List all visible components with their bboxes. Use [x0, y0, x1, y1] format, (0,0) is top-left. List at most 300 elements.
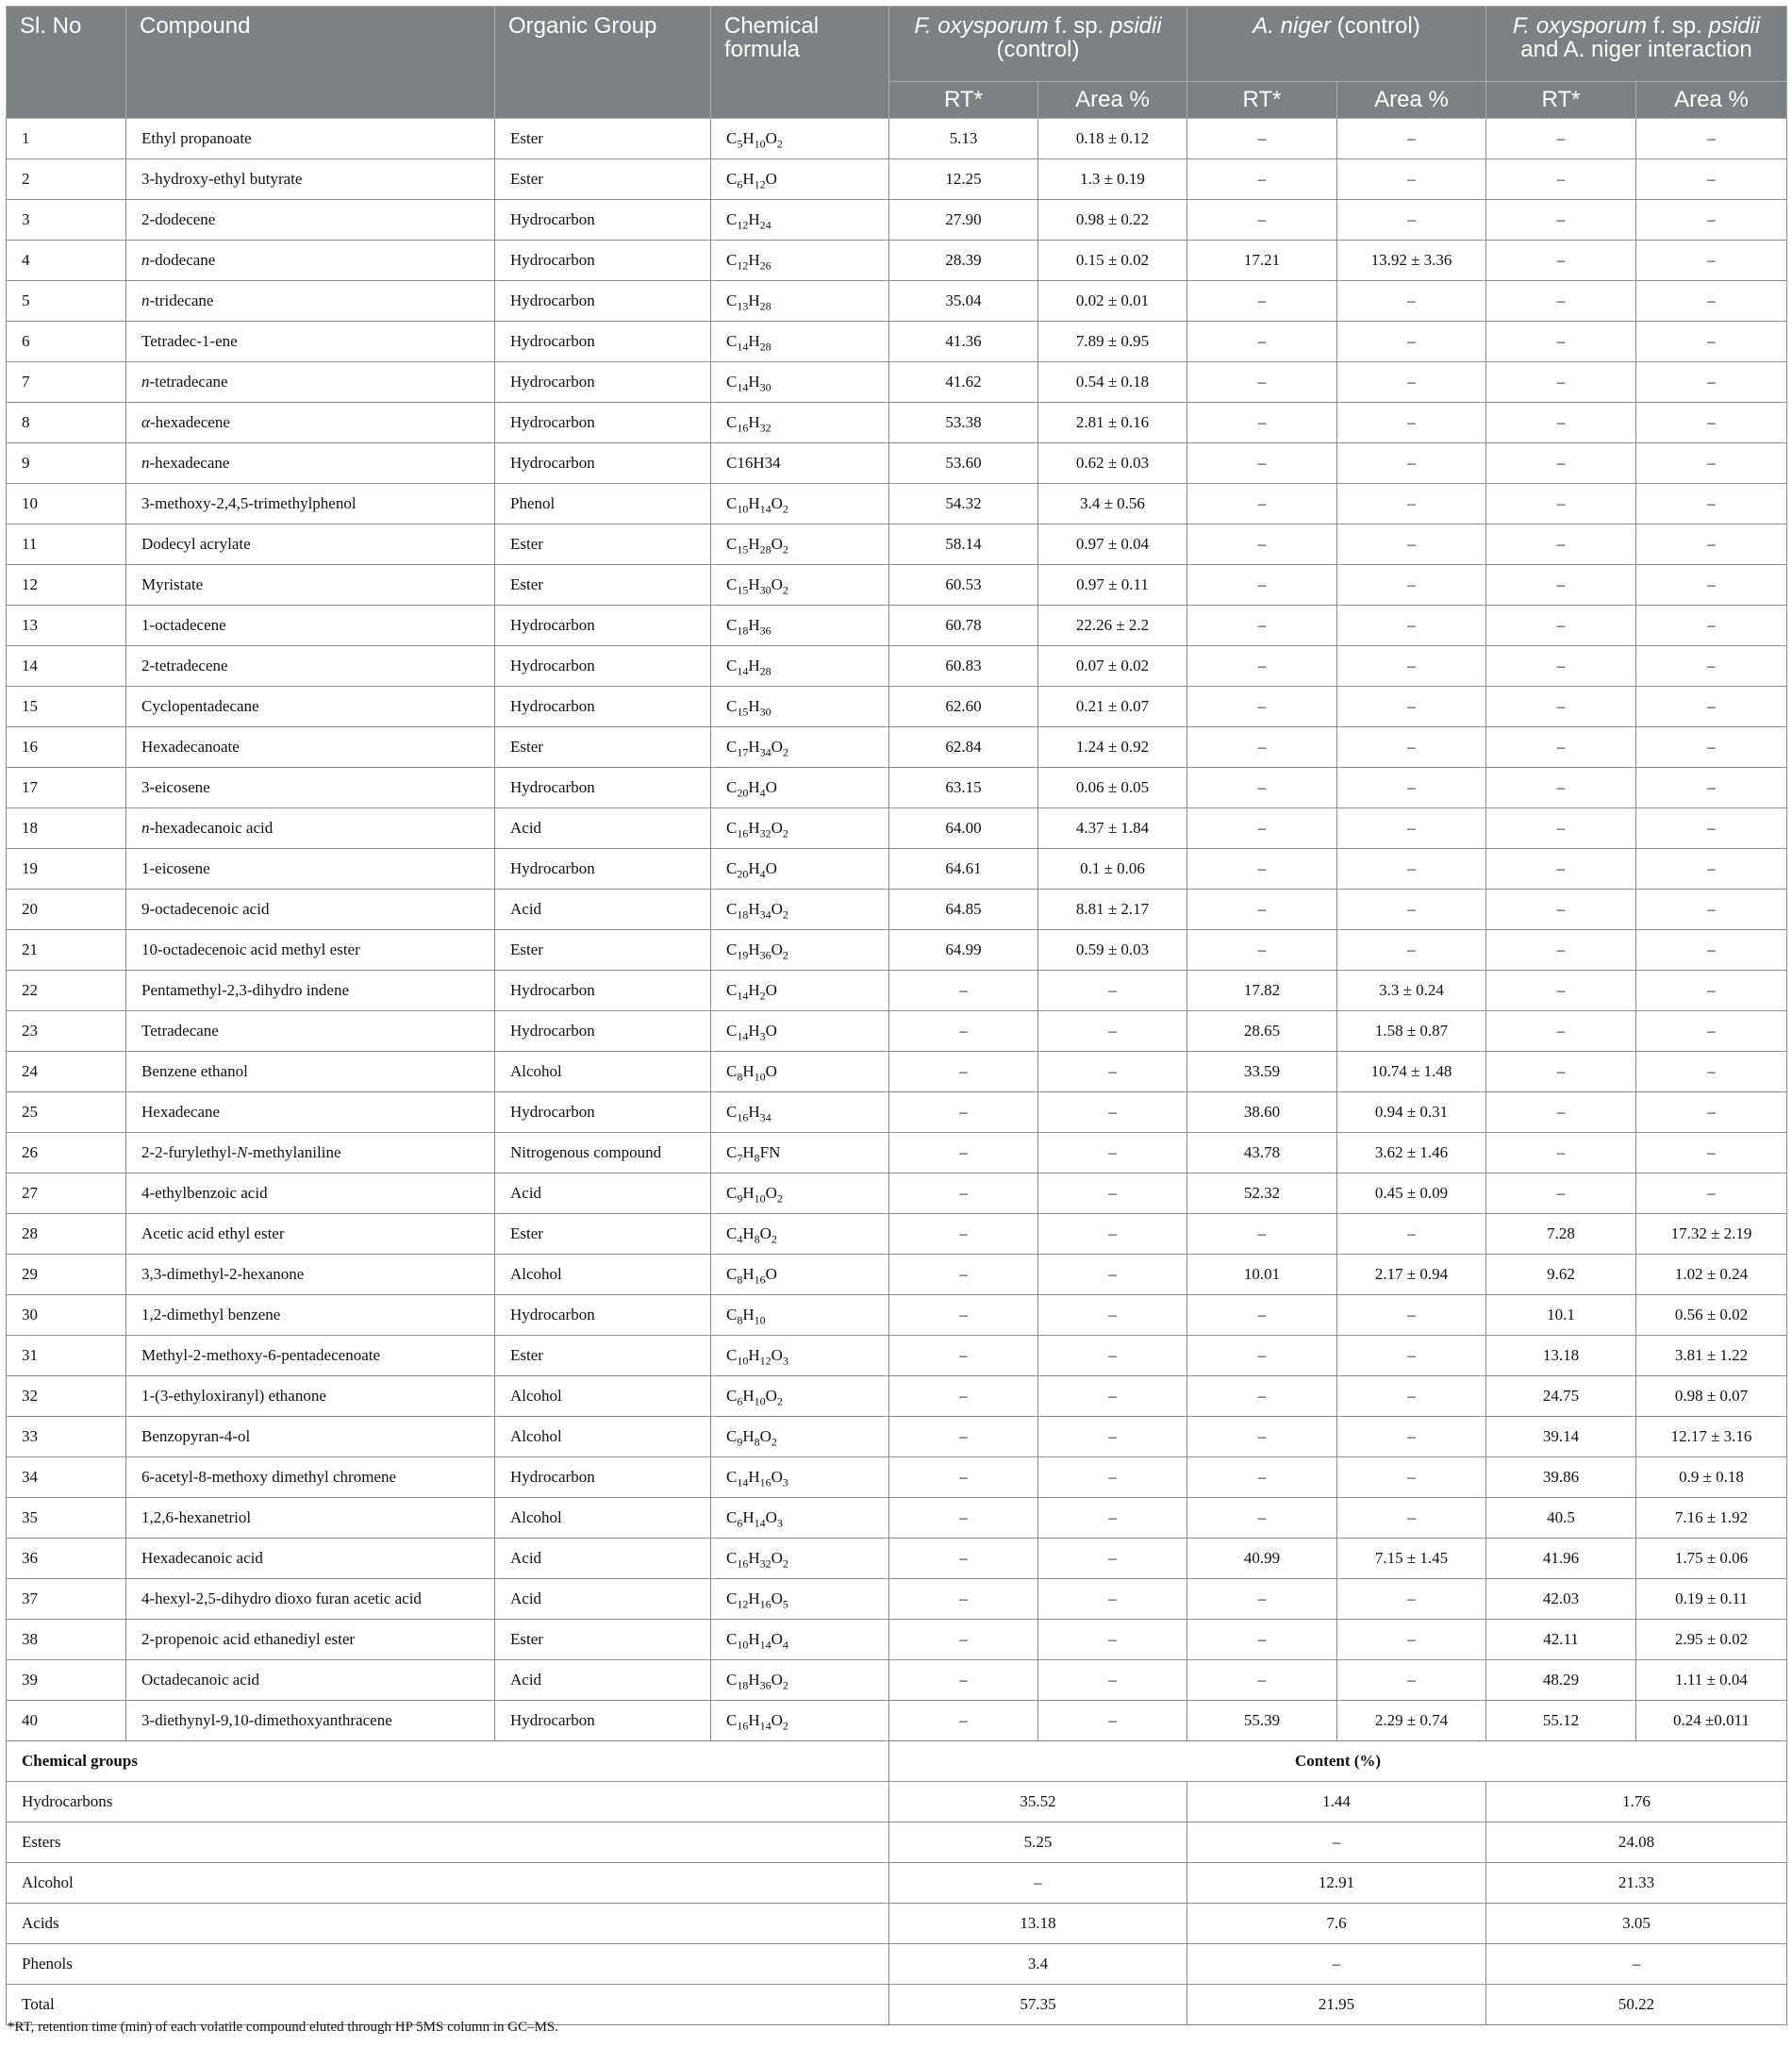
cell-compound: 2-tetradecene [126, 646, 495, 687]
cell-value: 4.37 ± 1.84 [1038, 808, 1187, 849]
cell-value: 12.25 [889, 159, 1038, 200]
cell-value: 28.39 [889, 241, 1038, 281]
summary-group-name: Alcohol [7, 1863, 889, 1904]
cell-value: – [1636, 281, 1787, 322]
table-row [7, 1173, 1787, 1214]
cell-value: 3.81 ± 1.22 [1636, 1336, 1787, 1376]
cell-formula: $C_{16}H_{14}O_2$ [711, 1701, 889, 1741]
cell-value: – [1636, 565, 1787, 606]
cell-compound: 1-eicosene [126, 849, 495, 890]
summary-value: 21.95 [1187, 1985, 1486, 2025]
cell-sl-no: 12 [7, 565, 126, 606]
table-row [7, 403, 1787, 443]
cell-value: 0.59 ± 0.03 [1038, 930, 1187, 971]
cell-value: – [1337, 524, 1486, 565]
table-row [7, 159, 1787, 200]
cell-value: – [1337, 768, 1486, 808]
summary-value: – [1486, 1944, 1787, 1985]
cell-value: – [1486, 727, 1636, 768]
cell-value: 2.81 ± 0.16 [1038, 403, 1187, 443]
cell-sl-no: 28 [7, 1214, 126, 1255]
cell-value: 1.24 ± 0.92 [1038, 727, 1187, 768]
cell-value: – [889, 1498, 1038, 1539]
cell-value: – [1187, 808, 1337, 849]
cell-formula: $C_{16}H_{32}O_2$ [711, 808, 889, 849]
cell-value: 0.15 ± 0.02 [1038, 241, 1187, 281]
cell-value: – [1636, 1173, 1787, 1214]
cell-value: 3.4 ± 0.56 [1038, 484, 1187, 524]
cell-formula: $C_{12}H_{16}O_5$ [711, 1579, 889, 1620]
cell-value: – [1038, 1376, 1187, 1417]
cell-value: – [1187, 606, 1337, 646]
cell-value: – [889, 1579, 1038, 1620]
cell-organic-group: Hydrocarbon [495, 646, 711, 687]
cell-value: – [1636, 322, 1787, 362]
cell-value: – [1038, 1417, 1187, 1457]
cell-formula: $C_{16}H_{32}O_2$ [711, 1539, 889, 1579]
cell-value: 5.13 [889, 119, 1038, 159]
cell-organic-group: Ester [495, 119, 711, 159]
cell-value: – [1337, 1620, 1486, 1660]
cell-value: 64.85 [889, 890, 1038, 930]
cell-value: – [1486, 1011, 1636, 1052]
table-row [7, 1539, 1787, 1579]
cell-organic-group: Hydrocarbon [495, 322, 711, 362]
cell-value: – [1486, 971, 1636, 1011]
summary-value: 24.08 [1486, 1822, 1787, 1863]
cell-value: – [889, 1052, 1038, 1092]
cell-compound: 3-methoxy-2,4,5-trimethylphenol [126, 484, 495, 524]
cell-value: – [1486, 687, 1636, 727]
cell-value: – [889, 1620, 1038, 1660]
summary-group-name: Hydrocarbons [7, 1782, 889, 1822]
cell-value: – [1337, 484, 1486, 524]
cell-value: – [1486, 930, 1636, 971]
summary-group-name: Esters [7, 1822, 889, 1863]
cell-value: 1.02 ± 0.24 [1636, 1255, 1787, 1295]
table-row [7, 1376, 1787, 1417]
cell-sl-no: 14 [7, 646, 126, 687]
cell-sl-no: 25 [7, 1092, 126, 1133]
cell-compound: Cyclopentadecane [126, 687, 495, 727]
cell-compound: 3-eicosene [126, 768, 495, 808]
cell-value: 0.02 ± 0.01 [1038, 281, 1187, 322]
cell-value: 13.18 [1486, 1336, 1636, 1376]
cell-value: – [1486, 443, 1636, 484]
cell-value: – [1187, 849, 1337, 890]
cell-value: 39.86 [1486, 1457, 1636, 1498]
table-row [7, 484, 1787, 524]
cell-value: – [1337, 687, 1486, 727]
table-row [7, 1255, 1787, 1295]
cell-compound: Benzene ethanol [126, 1052, 495, 1092]
cell-organic-group: Nitrogenous compound [495, 1133, 711, 1173]
header-area: Area % [1636, 82, 1787, 119]
header-area: Area % [1337, 82, 1486, 119]
cell-value: – [1038, 1336, 1187, 1376]
header-rt: RT* [1187, 82, 1337, 119]
cell-organic-group: Hydrocarbon [495, 1457, 711, 1498]
cell-value: – [1337, 1336, 1486, 1376]
cell-compound: n-dodecane [126, 241, 495, 281]
table-row [7, 930, 1787, 971]
cell-organic-group: Alcohol [495, 1255, 711, 1295]
cell-value: – [1486, 890, 1636, 930]
summary-group-name: Acids [7, 1904, 889, 1944]
cell-formula: $C_{20}H_4O$ [711, 768, 889, 808]
cell-organic-group: Ester [495, 565, 711, 606]
cell-compound: 4-hexyl-2,5-dihydro dioxo furan acetic acid [126, 1579, 495, 1620]
cell-compound: 2-propenoic acid ethanediyl ester [126, 1620, 495, 1660]
cell-value: – [1636, 971, 1787, 1011]
table-row [7, 119, 1787, 159]
cell-value: – [1337, 200, 1486, 241]
cell-value: – [1486, 484, 1636, 524]
cell-value: – [1337, 322, 1486, 362]
cell-organic-group: Phenol [495, 484, 711, 524]
table-row [7, 241, 1787, 281]
cell-value: 41.96 [1486, 1539, 1636, 1579]
cell-organic-group: Hydrocarbon [495, 403, 711, 443]
summary-value: 7.6 [1187, 1904, 1486, 1944]
cell-value: – [1038, 1133, 1187, 1173]
cell-value: – [1187, 1498, 1337, 1539]
cell-value: – [1636, 119, 1787, 159]
cell-value: – [1636, 606, 1787, 646]
cell-value: 0.94 ± 0.31 [1337, 1092, 1486, 1133]
cell-organic-group: Ester [495, 727, 711, 768]
cell-value: – [1187, 1579, 1337, 1620]
table-row [7, 281, 1787, 322]
cell-value: – [1636, 362, 1787, 403]
cell-value: – [1187, 930, 1337, 971]
cell-organic-group: Acid [495, 1579, 711, 1620]
cell-value: – [1636, 1052, 1787, 1092]
cell-value: – [1038, 1701, 1187, 1741]
cell-formula: $C_{19}H_{36}O_2$ [711, 930, 889, 971]
cell-formula: $C_5H_{10}O_2$ [711, 119, 889, 159]
cell-value: 54.32 [889, 484, 1038, 524]
cell-value: 55.39 [1187, 1701, 1337, 1741]
header-rt: RT* [889, 82, 1038, 119]
summary-content-label: Content (%) [889, 1741, 1787, 1782]
cell-value: – [1187, 768, 1337, 808]
cell-sl-no: 3 [7, 200, 126, 241]
footnote: *RT, retention time (min) of each volatile compound eluted through HP 5MS column in GC–MS. [8, 2020, 559, 2035]
cell-value: – [1486, 565, 1636, 606]
cell-sl-no: 26 [7, 1133, 126, 1173]
cell-value: 1.75 ± 0.06 [1636, 1539, 1787, 1579]
cell-formula: $C_4H_8O_2$ [711, 1214, 889, 1255]
cell-value: – [1486, 241, 1636, 281]
cell-formula: $C_9H_{10}O_2$ [711, 1173, 889, 1214]
summary-group-name: Total [7, 1985, 889, 2025]
cell-value: 42.11 [1486, 1620, 1636, 1660]
cell-value: – [1187, 1295, 1337, 1336]
cell-compound: Tetradec-1-ene [126, 322, 495, 362]
cell-value: – [889, 1417, 1038, 1457]
cell-value: 17.21 [1187, 241, 1337, 281]
cell-value: 60.83 [889, 646, 1038, 687]
cell-value: – [1038, 1052, 1187, 1092]
cell-value: 22.26 ± 2.2 [1038, 606, 1187, 646]
cell-value: – [1337, 1417, 1486, 1457]
cell-sl-no: 13 [7, 606, 126, 646]
cell-value: 55.12 [1486, 1701, 1636, 1741]
cell-organic-group: Hydrocarbon [495, 200, 711, 241]
cell-compound: 2-dodecene [126, 200, 495, 241]
cell-sl-no: 1 [7, 119, 126, 159]
cell-sl-no: 37 [7, 1579, 126, 1620]
cell-value: 53.60 [889, 443, 1038, 484]
cell-organic-group: Ester [495, 1620, 711, 1660]
cell-value: – [1038, 971, 1187, 1011]
cell-formula: $C_8H_{10}O$ [711, 1052, 889, 1092]
table-row [7, 727, 1787, 768]
cell-value: – [1038, 1255, 1187, 1295]
cell-formula: $C_9H_8O_2$ [711, 1417, 889, 1457]
cell-value: 10.1 [1486, 1295, 1636, 1336]
cell-value: 60.78 [889, 606, 1038, 646]
cell-value: – [1187, 687, 1337, 727]
cell-value: – [1486, 849, 1636, 890]
cell-value: 33.59 [1187, 1052, 1337, 1092]
cell-value: – [1337, 727, 1486, 768]
cell-organic-group: Hydrocarbon [495, 362, 711, 403]
summary-row [7, 1904, 1787, 1944]
cell-formula: $C_7H_8FN$ [711, 1133, 889, 1173]
cell-compound: n-hexadecanoic acid [126, 808, 495, 849]
cell-value: 13.92 ± 3.36 [1337, 241, 1486, 281]
cell-value: 17.32 ± 2.19 [1636, 1214, 1787, 1255]
cell-value: – [1486, 768, 1636, 808]
cell-sl-no: 20 [7, 890, 126, 930]
cell-value: – [889, 1214, 1038, 1255]
cell-value: – [1636, 1011, 1787, 1052]
cell-value: – [1486, 606, 1636, 646]
cell-compound: 10-octadecenoic acid methyl ester [126, 930, 495, 971]
cell-value: – [1337, 362, 1486, 403]
cell-value: 58.14 [889, 524, 1038, 565]
cell-value: – [1337, 1660, 1486, 1701]
cell-value: 0.97 ± 0.11 [1038, 565, 1187, 606]
cell-value: 24.75 [1486, 1376, 1636, 1417]
cell-value: 8.81 ± 2.17 [1038, 890, 1187, 930]
cell-value: 1.3 ± 0.19 [1038, 159, 1187, 200]
cell-value: – [1636, 484, 1787, 524]
cell-sl-no: 35 [7, 1498, 126, 1539]
summary-row [7, 1863, 1787, 1904]
summary-value: 50.22 [1486, 1985, 1787, 2025]
cell-value: 1.58 ± 0.87 [1337, 1011, 1486, 1052]
cell-value: – [1187, 484, 1337, 524]
summary-header-row [7, 1741, 1787, 1782]
cell-value: – [1337, 565, 1486, 606]
cell-value: 52.32 [1187, 1173, 1337, 1214]
cell-formula: $C_6H_{14}O_3$ [711, 1498, 889, 1539]
cell-organic-group: Hydrocarbon [495, 768, 711, 808]
cell-sl-no: 15 [7, 687, 126, 727]
cell-value: 3.3 ± 0.24 [1337, 971, 1486, 1011]
summary-value: – [889, 1863, 1187, 1904]
header-chemical-formula: Chemical formula [711, 7, 889, 119]
cell-value: – [889, 1092, 1038, 1133]
cell-organic-group: Hydrocarbon [495, 849, 711, 890]
cell-formula: $C_{16}H_{34}$ [711, 1092, 889, 1133]
cell-value: – [1187, 362, 1337, 403]
table-row [7, 1579, 1787, 1620]
cell-formula: $C_6H_{12}O$ [711, 159, 889, 200]
cell-value: – [889, 1457, 1038, 1498]
cell-organic-group: Ester [495, 1214, 711, 1255]
table-row [7, 200, 1787, 241]
cell-value: – [889, 971, 1038, 1011]
cell-formula: $C_{16}H_{32}$ [711, 403, 889, 443]
summary-value: – [1187, 1944, 1486, 1985]
cell-value: 41.62 [889, 362, 1038, 403]
cell-value: 3.62 ± 1.46 [1337, 1133, 1486, 1173]
cell-value: 0.97 ± 0.04 [1038, 524, 1187, 565]
cell-formula: $C_{18}H_{36}$ [711, 606, 889, 646]
summary-value: 3.05 [1486, 1904, 1787, 1944]
cell-sl-no: 5 [7, 281, 126, 322]
cell-sl-no: 6 [7, 322, 126, 362]
cell-value: – [1187, 727, 1337, 768]
cell-organic-group: Alcohol [495, 1376, 711, 1417]
cell-value: – [1337, 1295, 1486, 1336]
summary-value: 13.18 [889, 1904, 1187, 1944]
cell-compound: 1,2,6-hexanetriol [126, 1498, 495, 1539]
table-row [7, 1295, 1787, 1336]
cell-value: 0.1 ± 0.06 [1038, 849, 1187, 890]
cell-value: 64.00 [889, 808, 1038, 849]
cell-compound: Hexadecanoate [126, 727, 495, 768]
cell-sl-no: 30 [7, 1295, 126, 1336]
cell-organic-group: Hydrocarbon [495, 1011, 711, 1052]
cell-compound: n-tetradecane [126, 362, 495, 403]
cell-value: – [1636, 524, 1787, 565]
cell-sl-no: 33 [7, 1417, 126, 1457]
cell-formula: $C_{15}H_{30}O_2$ [711, 565, 889, 606]
cell-value: – [1187, 200, 1337, 241]
cell-value: – [1038, 1620, 1187, 1660]
cell-formula: $C_{15}H_{30}$ [711, 687, 889, 727]
cell-value: – [1337, 159, 1486, 200]
cell-organic-group: Hydrocarbon [495, 971, 711, 1011]
cell-value: – [1636, 646, 1787, 687]
cell-value: 10.01 [1187, 1255, 1337, 1295]
cell-compound: 1-(3-ethyloxiranyl) ethanone [126, 1376, 495, 1417]
summary-value: 3.4 [889, 1944, 1187, 1985]
summary-value: 5.25 [889, 1822, 1187, 1863]
cell-value: – [1187, 1620, 1337, 1660]
cell-sl-no: 36 [7, 1539, 126, 1579]
cell-formula: $C_{10}H_{14}O_2$ [711, 484, 889, 524]
cell-value: – [1187, 646, 1337, 687]
table-row [7, 1620, 1787, 1660]
table-row [7, 524, 1787, 565]
cell-value: – [1337, 1214, 1486, 1255]
cell-value: – [889, 1660, 1038, 1701]
summary-value: 21.33 [1486, 1863, 1787, 1904]
cell-value: 0.19 ± 0.11 [1636, 1579, 1787, 1620]
cell-value: 0.56 ± 0.02 [1636, 1295, 1787, 1336]
cell-value: – [1187, 281, 1337, 322]
cell-sl-no: 27 [7, 1173, 126, 1214]
cell-value: 0.21 ± 0.07 [1038, 687, 1187, 727]
cell-value: – [1486, 362, 1636, 403]
cell-value: – [889, 1295, 1038, 1336]
cell-formula: $C_6H_{10}O_2$ [711, 1376, 889, 1417]
cell-value: – [1636, 727, 1787, 768]
cell-value: 0.62 ± 0.03 [1038, 443, 1187, 484]
cell-value: – [1038, 1295, 1187, 1336]
cell-value: 0.45 ± 0.09 [1337, 1173, 1486, 1214]
cell-sl-no: 24 [7, 1052, 126, 1092]
cell-organic-group: Hydrocarbon [495, 606, 711, 646]
table-row [7, 1660, 1787, 1701]
cell-value: – [1337, 1498, 1486, 1539]
cell-compound: Benzopyran-4-ol [126, 1417, 495, 1457]
cell-value: – [1486, 524, 1636, 565]
cell-value: 60.53 [889, 565, 1038, 606]
cell-value: – [1337, 1376, 1486, 1417]
table-row [7, 443, 1787, 484]
cell-formula: $C_{10}H_{12}O_3$ [711, 1336, 889, 1376]
cell-value: 0.07 ± 0.02 [1038, 646, 1187, 687]
cell-value: – [1038, 1660, 1187, 1701]
cell-value: 35.04 [889, 281, 1038, 322]
table-row [7, 322, 1787, 362]
cell-formula: $C_{14}H_{30}$ [711, 362, 889, 403]
cell-organic-group: Acid [495, 1539, 711, 1579]
cell-formula: $C_{14}H_2O$ [711, 971, 889, 1011]
cell-value: – [1636, 849, 1787, 890]
cell-value: – [889, 1336, 1038, 1376]
cell-organic-group: Hydrocarbon [495, 1295, 711, 1336]
cell-value: 41.36 [889, 322, 1038, 362]
cell-value: – [1187, 119, 1337, 159]
cell-value: – [1636, 200, 1787, 241]
header-fusarium-control: F. oxysporum f. sp. psidii (control) [889, 7, 1187, 82]
header-organic-group: Organic Group [495, 7, 711, 119]
header-area: Area % [1038, 82, 1187, 119]
cell-value: 0.24 ±0.011 [1636, 1701, 1787, 1741]
cell-value: – [1486, 1052, 1636, 1092]
table-row [7, 606, 1787, 646]
cell-value: – [1038, 1539, 1187, 1579]
cell-compound: Hexadecane [126, 1092, 495, 1133]
cell-organic-group: Ester [495, 159, 711, 200]
cell-value: – [1337, 119, 1486, 159]
cell-value: 7.15 ± 1.45 [1337, 1539, 1486, 1579]
cell-value: – [1337, 281, 1486, 322]
cell-sl-no: 7 [7, 362, 126, 403]
cell-organic-group: Hydrocarbon [495, 443, 711, 484]
cell-formula: $C_8H_{10}$ [711, 1295, 889, 1336]
summary-value: 12.91 [1187, 1863, 1486, 1904]
table-row [7, 1498, 1787, 1539]
table-row [7, 565, 1787, 606]
cell-sl-no: 4 [7, 241, 126, 281]
cell-compound: Hexadecanoic acid [126, 1539, 495, 1579]
summary-value: 57.35 [889, 1985, 1187, 2025]
cell-value: – [1636, 443, 1787, 484]
cell-value: 0.98 ± 0.22 [1038, 200, 1187, 241]
cell-organic-group: Acid [495, 808, 711, 849]
cell-value: 63.15 [889, 768, 1038, 808]
table-row [7, 687, 1787, 727]
